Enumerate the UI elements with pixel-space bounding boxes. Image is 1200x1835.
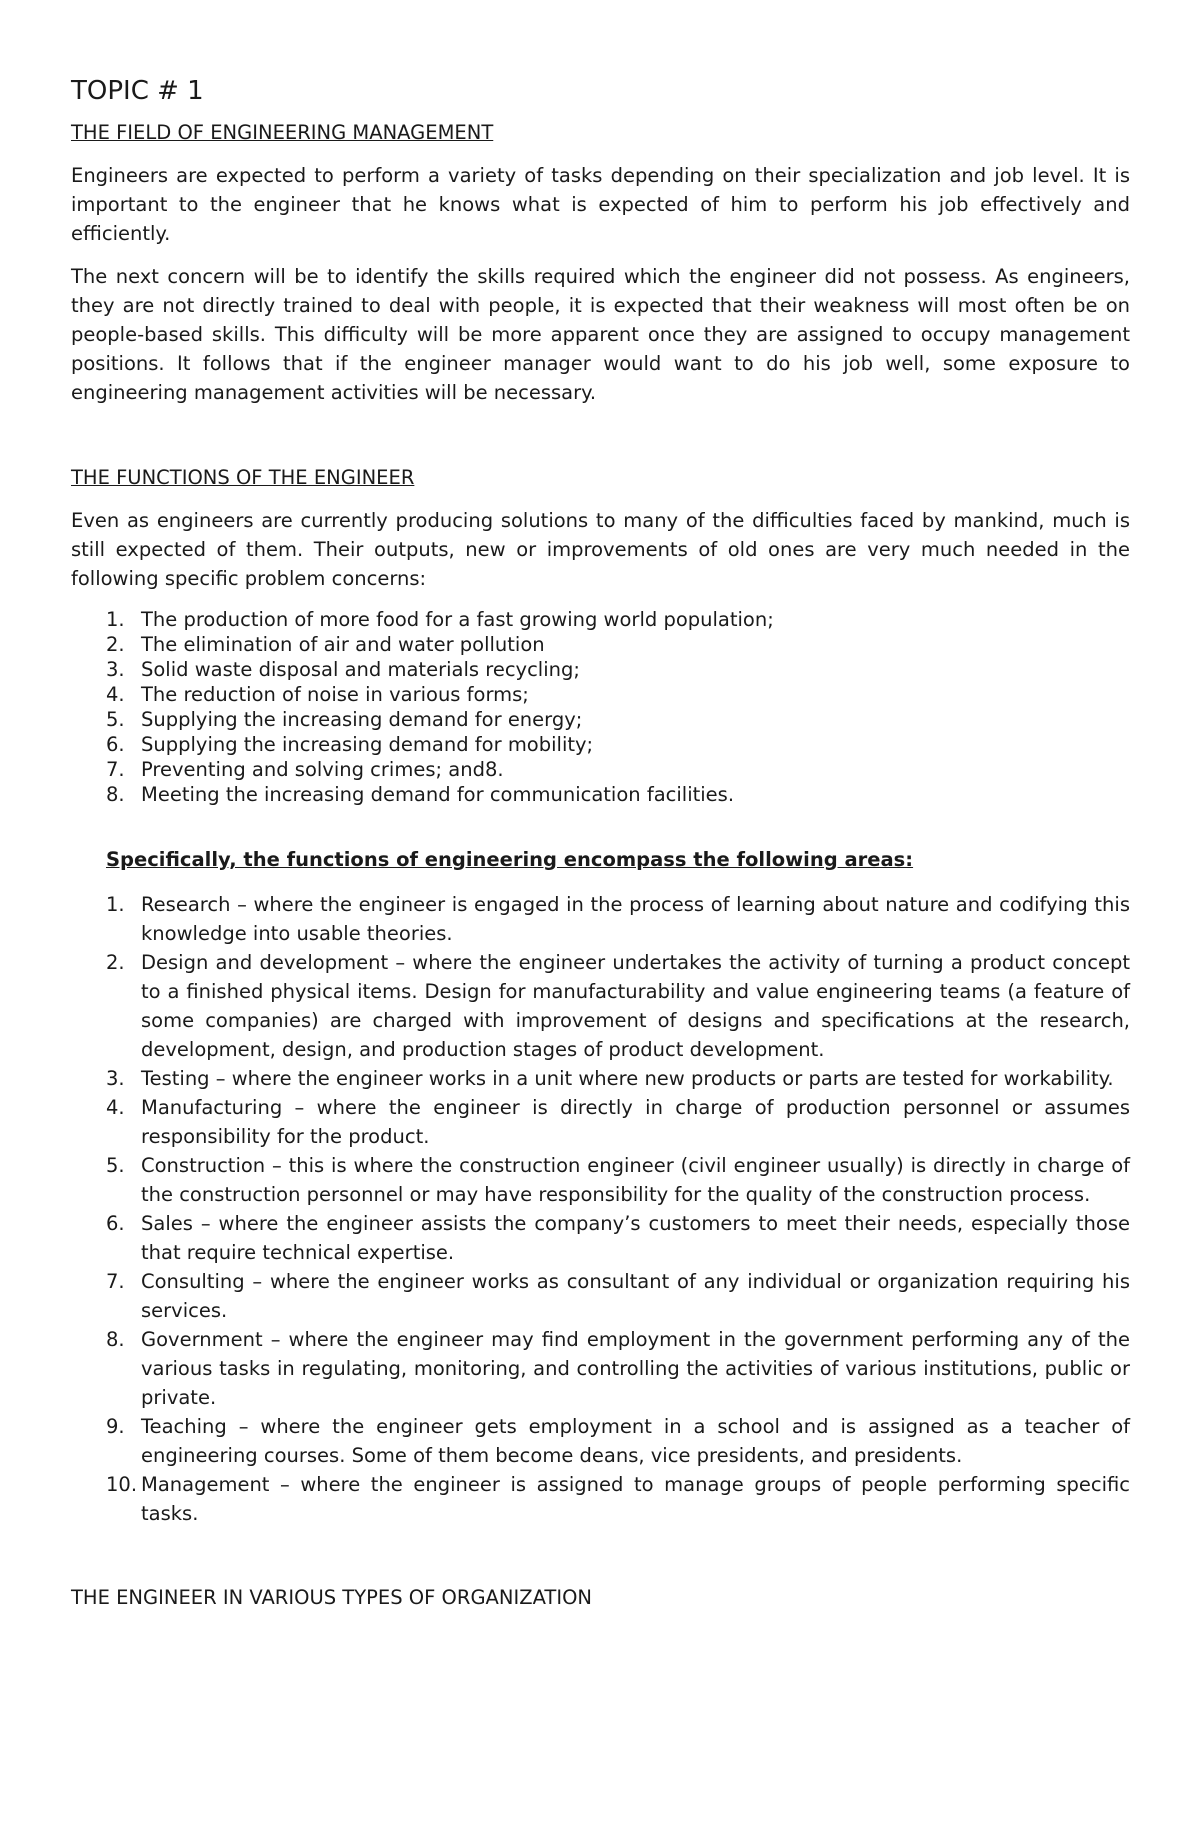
list-number: 2. <box>106 633 125 656</box>
section-heading-functions-areas: Specifically, the functions of engineering encompass the following areas: <box>106 848 914 871</box>
list-text: The elimination of air and water pollution <box>141 633 545 656</box>
paragraph-skills-concern: The next concern will be to identify the skills required which the engineer did not possess. As engineers, they are not directly trained to deal with people, it is expected that their weakness will most often be on people-based skills. This difficulty will be more apparent once they are assigned to occupy management positions. It follows that if the engineer manager would want to do his job well, some exposure to engineering management activities will be necessary. <box>71 265 1130 404</box>
list-item <box>71 1064 1130 1093</box>
list-number: 10. <box>106 1473 138 1496</box>
paragraph-expectations: Engineers are expected to perform a variety of tasks depending on their specialization and job level. It is important to the engineer that he knows what is expected of him to perform his job effectively and efficiently. <box>71 164 1130 245</box>
list-number: 3. <box>106 1067 125 1090</box>
list-number: 8. <box>106 1328 125 1351</box>
list-text: Design and development – where the engineer undertakes the activity of turning a product concept to a finished physical items. Design for manufacturability and value engineering teams (a feature of some companies) are charged with improvement of designs and specifications at the research, development, design, and production stages of product development. <box>141 951 1130 1061</box>
list-item <box>71 1470 1130 1528</box>
list-text: Government – where the engineer may find employment in the government performing any of the various tasks in regulating, monitoring, and controlling the activities of various institutions, public or private. <box>141 1328 1130 1409</box>
list-number: 3. <box>106 658 125 681</box>
list-text: Manufacturing – where the engineer is directly in charge of production personnel or assumes responsibility for the product. <box>141 1096 1130 1148</box>
list-text: Supplying the increasing demand for mobility; <box>141 733 594 756</box>
list-item <box>71 682 1130 707</box>
list-item <box>71 732 1130 757</box>
list-item <box>71 1209 1130 1267</box>
list-number: 1. <box>106 608 125 631</box>
list-item <box>71 1412 1130 1470</box>
list-text: Meeting the increasing demand for communication facilities. <box>141 783 735 806</box>
list-number: 5. <box>106 708 125 731</box>
list-item <box>71 782 1130 807</box>
list-number: 7. <box>106 758 125 781</box>
list-text: Solid waste disposal and materials recycling; <box>141 658 580 681</box>
list-text: Research – where the engineer is engaged in the process of learning about nature and codifying this knowledge into usable theories. <box>141 893 1130 945</box>
engineering-functions-list <box>71 890 1130 1528</box>
list-item <box>71 1093 1130 1151</box>
list-number: 9. <box>106 1415 125 1438</box>
list-number: 6. <box>106 733 125 756</box>
list-item <box>71 657 1130 682</box>
list-item <box>71 948 1130 1064</box>
document-page <box>71 60 1130 1612</box>
list-item <box>71 757 1130 782</box>
problem-concerns-list <box>71 607 1130 807</box>
list-text: Management – where the engineer is assigned to manage groups of people performing specific tasks. <box>141 1473 1130 1525</box>
list-item <box>71 607 1130 632</box>
list-item <box>71 1325 1130 1412</box>
list-number: 6. <box>106 1212 125 1235</box>
section-heading-engineer-in-organizations: THE ENGINEER IN VARIOUS TYPES OF ORGANIZATION <box>71 1586 593 1609</box>
list-item <box>71 1267 1130 1325</box>
section-heading-functions-of-engineer: THE FUNCTIONS OF THE ENGINEER <box>71 466 415 489</box>
list-text: Teaching – where the engineer gets employment in a school and is assigned as a teacher of engineering courses. Some of them become deans, vice presidents, and presidents. <box>141 1415 1130 1467</box>
list-item <box>71 890 1130 948</box>
topic-title: TOPIC # 1 <box>71 76 204 106</box>
list-text: Testing – where the engineer works in a unit where new products or parts are tested for workability. <box>141 1067 1114 1090</box>
list-number: 7. <box>106 1270 125 1293</box>
list-item <box>71 632 1130 657</box>
list-text: The production of more food for a fast growing world population; <box>141 608 774 631</box>
list-text: Sales – where the engineer assists the company’s customers to meet their needs, especially those that require technical expertise. <box>141 1212 1130 1264</box>
list-text: The reduction of noise in various forms; <box>141 683 529 706</box>
list-number: 8. <box>106 783 125 806</box>
section-heading-field-of-engineering-management: THE FIELD OF ENGINEERING MANAGEMENT <box>71 121 494 144</box>
list-number: 4. <box>106 683 125 706</box>
paragraph-outputs-needed: Even as engineers are currently producing solutions to many of the difficulties faced by mankind, much is still expected of them. Their outputs, new or improvements of old ones are very much needed in the following specific problem concerns: <box>71 509 1130 590</box>
list-text: Consulting – where the engineer works as consultant of any individual or organization requiring his services. <box>141 1270 1130 1322</box>
list-number: 2. <box>106 951 125 974</box>
list-text: Supplying the increasing demand for energy; <box>141 708 583 731</box>
list-item <box>71 1151 1130 1209</box>
list-item <box>71 707 1130 732</box>
list-number: 1. <box>106 893 125 916</box>
list-number: 4. <box>106 1096 125 1119</box>
list-text: Construction – this is where the construction engineer (civil engineer usually) is directly in charge of the construction personnel or may have responsibility for the quality of the construction process. <box>141 1154 1130 1206</box>
list-text: Preventing and solving crimes; and8. <box>141 758 504 781</box>
list-number: 5. <box>106 1154 125 1177</box>
